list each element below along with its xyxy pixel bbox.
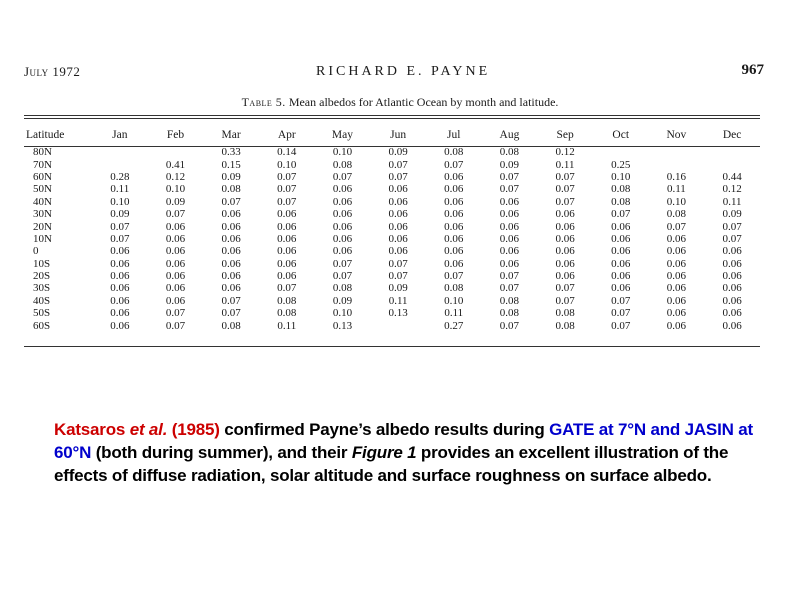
albedo-cell: 0.07 [444,158,464,171]
latitude-cell: 60S [33,319,51,332]
albedo-cell: 0.07 [555,282,575,295]
albedo-cell: 0.06 [110,307,130,320]
albedo-cell: 0.06 [722,319,742,332]
column-header-apr: Apr [277,129,296,141]
albedo-cell: 0.11 [666,183,686,196]
latitude-cell: 80N [33,146,52,159]
latitude-cell: 40N [33,195,52,208]
albedo-cell: 0.08 [277,307,297,320]
albedo-cell [593,143,649,158]
albedo-cell: 0.25 [611,158,631,171]
albedo-cell: 0.10 [110,195,130,208]
albedo-cell: 0.06 [499,220,520,233]
albedo-cell [704,158,760,170]
column-header-jan: Jan [112,129,128,141]
column-header-mar: Mar [221,129,241,141]
table-row [24,143,760,158]
albedo-cell: 0.09 [332,294,353,307]
albedo-cell: 0.06 [221,220,241,233]
albedo-cell: 0.06 [666,270,687,283]
albedo-cell: 0.07 [722,220,742,233]
albedo-cell: 0.06 [611,245,631,258]
albedo-cell: 0.06 [165,220,186,233]
note-segment: et al. [129,420,168,439]
albedo-cell: 0.06 [555,270,575,283]
albedo-cell: 0.06 [165,294,186,307]
albedo-cell: 0.06 [110,294,130,307]
latitude-cell: 20S [33,270,51,283]
albedo-cell: 0.06 [110,319,130,332]
albedo-cell: 0.06 [722,282,742,295]
albedo-cell: 0.07 [388,270,408,283]
albedo-cell: 0.08 [444,146,464,159]
table-top-rule-double [24,118,760,119]
albedo-cell: 0.06 [388,232,408,245]
latitude-cell: 50N [33,183,52,196]
albedo-cell: 0.10 [666,195,687,208]
albedo-cell: 0.06 [499,208,520,221]
albedo-cell [370,319,426,331]
table-row [24,245,760,257]
table-bottom-rule [24,346,760,347]
albedo-cell: 0.08 [444,282,464,295]
albedo-cell: 0.06 [277,208,297,221]
albedo-cell: 0.08 [611,183,631,196]
albedo-cell: 0.07 [277,183,297,196]
albedo-cell: 0.08 [277,294,297,307]
albedo-cell: 0.06 [165,257,186,270]
albedo-cell: 0.07 [499,183,520,196]
summary-note [54,418,774,487]
table-row [24,258,760,270]
albedo-cell: 0.06 [165,270,186,283]
latitude-cell: 0 [33,245,39,258]
albedo-cell: 0.11 [444,307,464,320]
albedo-cell: 0.33 [221,146,241,159]
table-label: Table 5. [241,95,286,109]
albedo-cell: 0.06 [110,270,130,283]
note-segment: confirmed Payne’s albedo results during [219,420,550,439]
albedo-cell: 0.06 [221,208,241,221]
column-header-oct: Oct [612,129,630,141]
table-header-row [24,127,760,143]
albedo-cell: 0.06 [444,183,464,196]
albedo-cell: 0.09 [221,170,241,183]
albedo-cell: 0.07 [499,319,520,332]
table-row [24,307,760,319]
column-header-jun: Jun [390,129,407,141]
albedo-cell: 0.06 [388,245,408,258]
albedo-cell: 0.06 [444,170,464,183]
albedo-cell: 0.06 [165,245,186,258]
albedo-cell: 0.07 [611,208,631,221]
note-segment: Figure 1 [351,443,417,462]
albedo-cell [649,143,705,158]
albedo-cell: 0.07 [611,294,631,307]
albedo-cell: 0.10 [444,294,464,307]
albedo-cell: 0.09 [165,195,186,208]
albedo-cell: 0.06 [722,257,742,270]
albedo-cell [704,143,760,158]
albedo-cell: 0.07 [444,270,464,283]
albedo-cell [92,158,148,170]
albedo-cell: 0.07 [388,170,408,183]
albedo-cell: 0.06 [277,270,297,283]
albedo-table-body [24,143,760,332]
albedo-table [24,127,760,332]
table-row [24,220,760,232]
page-number: 967 [741,62,764,78]
header-author: RICHARD E. PAYNE [316,64,491,79]
albedo-cell: 0.07 [110,220,130,233]
albedo-cell: 0.08 [499,146,520,159]
albedo-cell: 0.07 [499,270,520,283]
albedo-cell: 0.06 [444,232,464,245]
albedo-cell: 0.06 [666,307,687,320]
latitude-cell: 30S [33,282,51,295]
albedo-cell: 0.08 [555,319,575,332]
albedo-cell: 0.07 [555,183,575,196]
latitude-cell: 50S [33,307,51,320]
albedo-cell: 0.07 [611,319,631,332]
albedo-cell: 0.07 [555,294,575,307]
table-row [24,196,760,208]
note-segment: (both during summer), and their [91,443,352,462]
albedo-cell: 0.06 [388,195,408,208]
albedo-cell: 0.06 [221,245,241,258]
albedo-cell: 0.07 [499,282,520,295]
albedo-cell: 0.06 [221,282,241,295]
albedo-cell: 0.06 [555,220,575,233]
albedo-cell: 0.11 [722,195,742,208]
table-row [24,183,760,195]
note-segment: provides an excellent illustration of the effects of diffuse radiation, solar altitude and surface roughness on surface albedo. [54,443,729,485]
albedo-cell: 0.06 [666,245,687,258]
albedo-cell: 0.16 [666,170,687,183]
albedo-cell: 0.06 [332,220,353,233]
albedo-cell: 0.07 [499,170,520,183]
albedo-cell: 0.12 [555,146,575,159]
albedo-cell: 0.08 [499,307,520,320]
albedo-cell: 0.11 [388,294,408,307]
albedo-cell: 0.06 [666,319,687,332]
column-header-may: May [331,129,353,141]
albedo-cell: 0.06 [221,232,241,245]
albedo-cell: 0.07 [388,158,408,171]
albedo-cell: 0.06 [611,257,631,270]
note-segment: Katsaros [54,420,130,439]
albedo-cell: 0.06 [611,220,631,233]
latitude-cell: 30N [33,208,52,221]
albedo-cell: 0.07 [221,195,241,208]
albedo-cell: 0.06 [332,195,353,208]
table-row [24,319,760,331]
albedo-cell [649,158,705,170]
albedo-cell: 0.07 [611,307,631,320]
albedo-cell: 0.08 [332,282,353,295]
albedo-cell: 0.06 [388,208,408,221]
albedo-cell: 0.06 [221,270,241,283]
latitude-cell: 10S [33,257,51,270]
latitude-cell: 60N [33,170,52,183]
column-header-jul: Jul [447,129,461,141]
albedo-cell: 0.06 [611,270,631,283]
albedo-cell: 0.07 [277,282,297,295]
albedo-cell: 0.10 [332,307,353,320]
albedo-cell: 0.10 [165,183,186,196]
table-row [24,270,760,282]
albedo-cell: 0.06 [666,294,687,307]
albedo-cell: 0.09 [499,158,520,171]
albedo-cell: 0.06 [277,220,297,233]
latitude-cell: 70N [33,158,52,171]
albedo-cell: 0.07 [666,220,687,233]
table-row [24,171,760,183]
albedo-cell: 0.07 [332,170,353,183]
albedo-cell: 0.07 [388,257,408,270]
albedo-cell: 0.09 [388,282,408,295]
column-header-sep: Sep [556,129,574,141]
albedo-cell: 0.07 [165,319,186,332]
albedo-cell: 0.06 [499,245,520,258]
albedo-cell: 0.06 [332,183,353,196]
albedo-cell: 0.41 [165,158,186,171]
albedo-cell: 0.07 [277,195,297,208]
albedo-cell: 0.08 [611,195,631,208]
albedo-cell: 0.12 [722,183,742,196]
albedo-cell: 0.06 [666,232,687,245]
albedo-cell: 0.15 [221,158,241,171]
albedo-cell: 0.09 [722,208,742,221]
albedo-cell: 0.06 [722,307,742,320]
albedo-cell: 0.07 [221,307,241,320]
albedo-cell: 0.13 [388,307,408,320]
albedo-cell: 0.08 [499,294,520,307]
table-row [24,233,760,245]
albedo-cell: 0.06 [722,245,742,258]
albedo-cell: 0.07 [722,232,742,245]
albedo-cell: 0.07 [332,270,353,283]
albedo-cell: 0.11 [277,319,297,332]
albedo-cell: 0.06 [499,195,520,208]
albedo-cell: 0.06 [722,270,742,283]
albedo-cell: 0.06 [611,282,631,295]
albedo-cell: 0.06 [666,282,687,295]
albedo-cell: 0.06 [388,183,408,196]
albedo-cell: 0.06 [110,257,130,270]
albedo-cell: 0.06 [332,245,353,258]
albedo-cell: 0.06 [165,282,186,295]
latitude-cell: 20N [33,220,52,233]
albedo-cell [92,143,148,158]
albedo-cell: 0.06 [332,208,353,221]
albedo-cell: 0.07 [277,170,297,183]
albedo-cell: 0.06 [110,245,130,258]
albedo-cell: 0.10 [611,170,631,183]
albedo-cell: 0.07 [165,307,186,320]
table-row [24,158,760,170]
albedo-cell: 0.28 [110,170,130,183]
albedo-cell: 0.07 [110,232,130,245]
albedo-cell: 0.08 [221,183,241,196]
albedo-cell: 0.06 [555,232,575,245]
note-segment: GATE at 7°N and JASIN at 60°N [54,420,753,462]
running-header [24,64,764,84]
table-row [24,282,760,294]
albedo-cell: 0.14 [277,146,297,159]
albedo-cell: 0.06 [555,257,575,270]
albedo-cell: 0.06 [277,232,297,245]
albedo-cell: 0.06 [444,257,464,270]
column-header-latitude: Latitude [26,129,65,141]
albedo-cell: 0.12 [165,170,186,183]
albedo-cell: 0.06 [110,282,130,295]
table-title: Mean albedos for Atlantic Ocean by month and latitude. [288,95,559,109]
albedo-cell: 0.06 [666,257,687,270]
albedo-cell: 0.06 [277,257,297,270]
column-header-feb: Feb [166,129,185,141]
latitude-cell: 40S [33,294,51,307]
albedo-cell: 0.07 [332,257,353,270]
albedo-cell: 0.09 [110,208,130,221]
albedo-cell: 0.06 [499,232,520,245]
albedo-cell: 0.07 [555,195,575,208]
albedo-cell: 0.06 [555,208,575,221]
albedo-cell [148,143,204,158]
albedo-cell: 0.11 [555,158,575,171]
table-top-rule [24,115,760,116]
albedo-cell: 0.07 [221,294,241,307]
albedo-cell: 0.10 [277,158,297,171]
column-header-dec: Dec [722,129,742,141]
albedo-table-head [24,127,760,143]
albedo-cell: 0.08 [221,319,241,332]
albedo-cell: 0.13 [332,319,353,332]
albedo-cell: 0.06 [165,232,186,245]
albedo-cell: 0.06 [444,245,464,258]
albedo-cell: 0.06 [444,195,464,208]
albedo-cell: 0.06 [277,245,297,258]
albedo-cell: 0.06 [444,220,464,233]
albedo-cell: 0.44 [722,170,742,183]
albedo-cell: 0.06 [221,257,241,270]
albedo-cell: 0.06 [499,257,520,270]
albedo-cell: 0.06 [332,232,353,245]
latitude-cell: 10N [33,232,52,245]
albedo-cell: 0.08 [666,208,687,221]
albedo-cell: 0.06 [444,208,464,221]
albedo-cell: 0.06 [555,245,575,258]
note-segment: (1985) [167,420,220,439]
table-caption [0,95,800,110]
albedo-cell: 0.11 [110,183,130,196]
column-header-nov: Nov [666,129,687,141]
albedo-cell: 0.07 [555,170,575,183]
albedo-cell: 0.06 [611,232,631,245]
column-header-aug: Aug [499,129,520,141]
table-row [24,295,760,307]
albedo-cell: 0.07 [165,208,186,221]
table-row [24,208,760,220]
albedo-cell: 0.10 [332,146,353,159]
albedo-cell: 0.06 [722,294,742,307]
albedo-cell: 0.08 [555,307,575,320]
albedo-cell: 0.09 [388,146,408,159]
header-date: July 1972 [24,64,81,79]
albedo-cell: 0.27 [444,319,464,332]
albedo-cell: 0.06 [388,220,408,233]
albedo-cell: 0.08 [332,158,353,171]
